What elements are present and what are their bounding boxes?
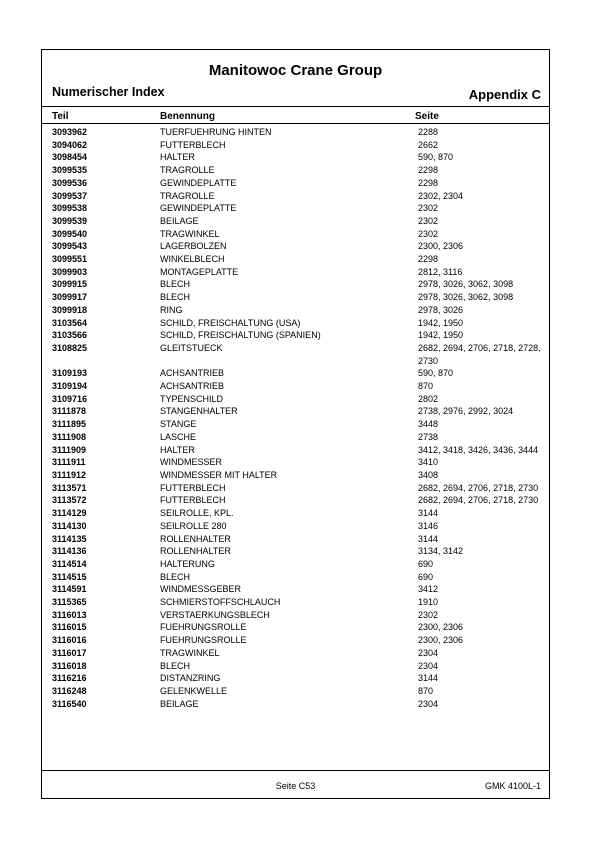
part-number: 3116013	[52, 609, 87, 620]
table-row	[42, 342, 549, 367]
page-references: 3408	[418, 469, 439, 480]
part-name: GLEITSTUECK	[160, 342, 223, 353]
page-references: 2682, 2694, 2706, 2718, 2730	[418, 495, 539, 506]
table-row	[42, 380, 549, 393]
page-references: 2304	[418, 698, 439, 709]
part-name: FUEHRUNGSROLLE	[160, 635, 247, 646]
table-row	[42, 469, 549, 482]
part-number: 3114129	[52, 508, 87, 519]
page-references: 2298	[418, 165, 439, 176]
part-number: 3116015	[52, 622, 87, 633]
page-references: 2302	[418, 228, 439, 239]
table-row	[42, 228, 549, 241]
table-row	[42, 177, 549, 190]
table-row	[42, 278, 549, 291]
page-references: 3144	[418, 533, 439, 544]
part-name: TRAGWINKEL	[160, 647, 220, 658]
page-references: 2300, 2306	[418, 622, 464, 633]
part-name: ROLLENHALTER	[160, 533, 231, 544]
part-number: 3093962	[52, 127, 88, 137]
table-row	[42, 520, 549, 533]
part-number: 3116018	[52, 660, 87, 671]
table-row	[42, 571, 549, 584]
part-number: 3116540	[52, 698, 87, 709]
table-row	[42, 151, 549, 164]
part-number: 3114136	[52, 546, 87, 557]
part-number: 3111912	[52, 469, 87, 480]
part-name: TRAGROLLE	[160, 190, 215, 201]
part-number: 3116248	[52, 685, 87, 696]
page-references: 590, 870	[418, 368, 454, 379]
part-number: 3099915	[52, 279, 88, 290]
part-number: 3114130	[52, 520, 87, 531]
page-title: Manitowoc Crane Group	[208, 62, 383, 79]
table-row	[42, 304, 549, 317]
table-row	[42, 634, 549, 647]
table-row	[42, 609, 549, 622]
part-number: 3115365	[52, 597, 87, 608]
part-number: 3099918	[52, 304, 88, 315]
part-name: FUTTERBLECH	[160, 139, 226, 150]
part-number: 3111909	[52, 444, 87, 455]
part-number: 3099537	[52, 190, 88, 201]
table-row	[42, 164, 549, 177]
part-name: WINKELBLECH	[160, 254, 225, 265]
page-references: 2302, 2304	[418, 190, 464, 201]
part-number: 3099535	[52, 165, 88, 176]
page-references: 1942, 1950	[418, 317, 464, 328]
part-number: 3099539	[52, 215, 88, 226]
table-row	[42, 291, 549, 304]
part-name: SEILROLLE, KPL.	[160, 508, 234, 519]
part-number: 3109194	[52, 381, 88, 392]
part-number: 3109193	[52, 368, 88, 379]
table-row	[42, 533, 549, 546]
part-name: TRAGROLLE	[160, 165, 215, 176]
part-number: 3099543	[52, 241, 88, 252]
part-number: 3111911	[52, 457, 86, 468]
table-row	[42, 190, 549, 203]
page-references: 2978, 3026, 3062, 3098	[418, 292, 514, 303]
part-name: LAGERBOLZEN	[160, 241, 227, 252]
footer-divider	[42, 770, 549, 771]
table-row	[42, 596, 549, 609]
part-number: 3098454	[52, 152, 88, 163]
part-name: HALTER	[160, 152, 195, 163]
page-references: 2978, 3026	[418, 304, 464, 315]
table-row	[42, 393, 549, 406]
table-row	[42, 126, 549, 139]
part-number: 3103564	[52, 317, 88, 328]
part-number: 3099551	[52, 254, 88, 265]
index-subtitle: Numerischer Index	[52, 85, 165, 99]
column-header-teil: Teil	[52, 111, 69, 122]
part-name: ROLLENHALTER	[160, 546, 231, 557]
table-row	[42, 202, 549, 215]
page-references: 2302	[418, 203, 439, 214]
page-references: 2288	[418, 127, 439, 137]
part-number: 3116017	[52, 647, 87, 658]
part-number: 3116216	[52, 673, 87, 684]
part-name: SCHMIERSTOFFSCHLAUCH	[160, 597, 281, 608]
part-name: TYPENSCHILD	[160, 393, 224, 404]
index-table	[42, 126, 549, 710]
page-references: 2304	[418, 647, 439, 658]
table-row	[42, 494, 549, 507]
part-number: 3099536	[52, 177, 88, 188]
table-row	[42, 672, 549, 685]
part-number: 3113571	[52, 482, 87, 493]
table-row	[42, 583, 549, 596]
table-row	[42, 266, 549, 279]
page-references: 690	[418, 558, 434, 569]
part-number: 3109716	[52, 393, 88, 404]
part-number: 3116016	[52, 635, 87, 646]
page-references: 3144	[418, 508, 439, 519]
part-name: FUTTERBLECH	[160, 482, 226, 493]
table-row	[42, 558, 549, 571]
page-references: 2662	[418, 139, 439, 150]
part-name: HALTERUNG	[160, 558, 215, 569]
table-row	[42, 329, 549, 342]
page-references: 2298	[418, 254, 439, 265]
page-references: 3412	[418, 584, 439, 595]
part-number: 3114591	[52, 584, 87, 595]
part-name: BLECH	[160, 571, 191, 582]
part-name: ACHSANTRIEB	[160, 381, 225, 392]
page-references: 1942, 1950	[418, 330, 464, 341]
table-row	[42, 456, 549, 469]
page-references: 3146	[418, 520, 439, 531]
part-name: GEWINDEPLATTE	[160, 203, 237, 214]
part-number: 3114514	[52, 558, 87, 569]
part-number: 3099540	[52, 228, 88, 239]
part-name: BLECH	[160, 660, 191, 671]
part-name: SCHILD, FREISCHALTUNG (SPANIEN)	[160, 330, 321, 341]
column-header-benennung: Benennung	[160, 111, 215, 122]
table-row	[42, 139, 549, 152]
table-row	[42, 405, 549, 418]
page-references: 2738	[418, 431, 439, 442]
part-name: HALTER	[160, 444, 195, 455]
page-references: 2300, 2306	[418, 241, 464, 252]
page-number: Seite C53	[275, 781, 316, 791]
table-row	[42, 253, 549, 266]
part-number: 3111878	[52, 406, 87, 417]
part-name: VERSTAERKUNGSBLECH	[160, 609, 270, 620]
part-number: 3094062	[52, 139, 88, 150]
part-name: TUERFUEHRUNG HINTEN	[160, 127, 272, 137]
page-references: 3134, 3142	[418, 546, 464, 557]
part-name: ACHSANTRIEB	[160, 368, 225, 379]
header-divider	[42, 106, 549, 107]
part-number: 3099538	[52, 203, 88, 214]
part-name: WINDMESSER	[160, 457, 223, 468]
page-references: 870	[418, 381, 434, 392]
page-references: 2812, 3116	[418, 266, 463, 277]
table-row	[42, 698, 549, 711]
page-references: 1910	[418, 597, 439, 608]
page-references: 2304	[418, 660, 439, 671]
model-label: GMK 4100L-1	[484, 781, 541, 791]
table-row	[42, 215, 549, 228]
part-name: WINDMESSER MIT HALTER	[160, 469, 278, 480]
table-row	[42, 685, 549, 698]
part-number: 3108825	[52, 342, 88, 353]
part-name: BLECH	[160, 292, 191, 303]
page-references: 2802	[418, 393, 439, 404]
part-name: DISTANZRING	[160, 673, 221, 684]
table-row	[42, 317, 549, 330]
table-row	[42, 367, 549, 380]
part-number: 3111895	[52, 419, 87, 430]
page-references: 3410	[418, 457, 439, 468]
page-references: 870	[418, 685, 434, 696]
page-references: 3412, 3418, 3426, 3436, 3444	[418, 444, 539, 455]
appendix-label: Appendix C	[468, 87, 541, 102]
column-header-divider	[42, 123, 549, 124]
part-number: 3114515	[52, 571, 87, 582]
page-references: 2738, 2976, 2992, 3024	[418, 406, 514, 417]
table-row	[42, 507, 549, 520]
page-references: 690	[418, 571, 434, 582]
table-row	[42, 545, 549, 558]
column-header-seite: Seite	[415, 111, 439, 122]
page-references: 2298	[418, 177, 439, 188]
part-number: 3113572	[52, 495, 87, 506]
table-row	[42, 240, 549, 253]
page-references: 2302	[418, 215, 439, 226]
part-name: SEILROLLE 280	[160, 520, 227, 531]
part-name: BEILAGE	[160, 215, 199, 226]
part-name: LASCHE	[160, 431, 197, 442]
part-name: MONTAGEPLATTE	[160, 266, 239, 277]
part-name: GELENKWELLE	[160, 685, 228, 696]
page-references: 2682, 2694, 2706, 2718, 2728, 2730	[418, 342, 541, 366]
page-references: 2302	[418, 609, 439, 620]
part-number: 3111908	[52, 431, 87, 442]
part-name: FUTTERBLECH	[160, 495, 226, 506]
part-name: BLECH	[160, 279, 191, 290]
part-number: 3114135	[52, 533, 87, 544]
page-references: 3144	[418, 673, 439, 684]
part-number: 3103566	[52, 330, 88, 341]
page-references: 2300, 2306	[418, 635, 464, 646]
page-references: 2682, 2694, 2706, 2718, 2730	[418, 482, 539, 493]
part-name: RING	[160, 304, 183, 315]
part-name: SCHILD, FREISCHALTUNG (USA)	[160, 317, 301, 328]
page-frame	[41, 49, 550, 799]
page-references: 2978, 3026, 3062, 3098	[418, 279, 514, 290]
page-references: 590, 870	[418, 152, 454, 163]
table-row	[42, 444, 549, 457]
table-row	[42, 660, 549, 673]
table-row	[42, 647, 549, 660]
table-row	[42, 431, 549, 444]
part-name: TRAGWINKEL	[160, 228, 220, 239]
part-number: 3099917	[52, 292, 88, 303]
part-name: WINDMESSGEBER	[160, 584, 242, 595]
table-row	[42, 418, 549, 431]
part-name: BEILAGE	[160, 698, 199, 709]
table-row	[42, 482, 549, 495]
part-name: STANGE	[160, 419, 197, 430]
table-row	[42, 621, 549, 634]
part-name: STANGENHALTER	[160, 406, 238, 417]
page-references: 3448	[418, 419, 439, 430]
part-number: 3099903	[52, 266, 88, 277]
part-name: GEWINDEPLATTE	[160, 177, 237, 188]
part-name: FUEHRUNGSROLLE	[160, 622, 247, 633]
